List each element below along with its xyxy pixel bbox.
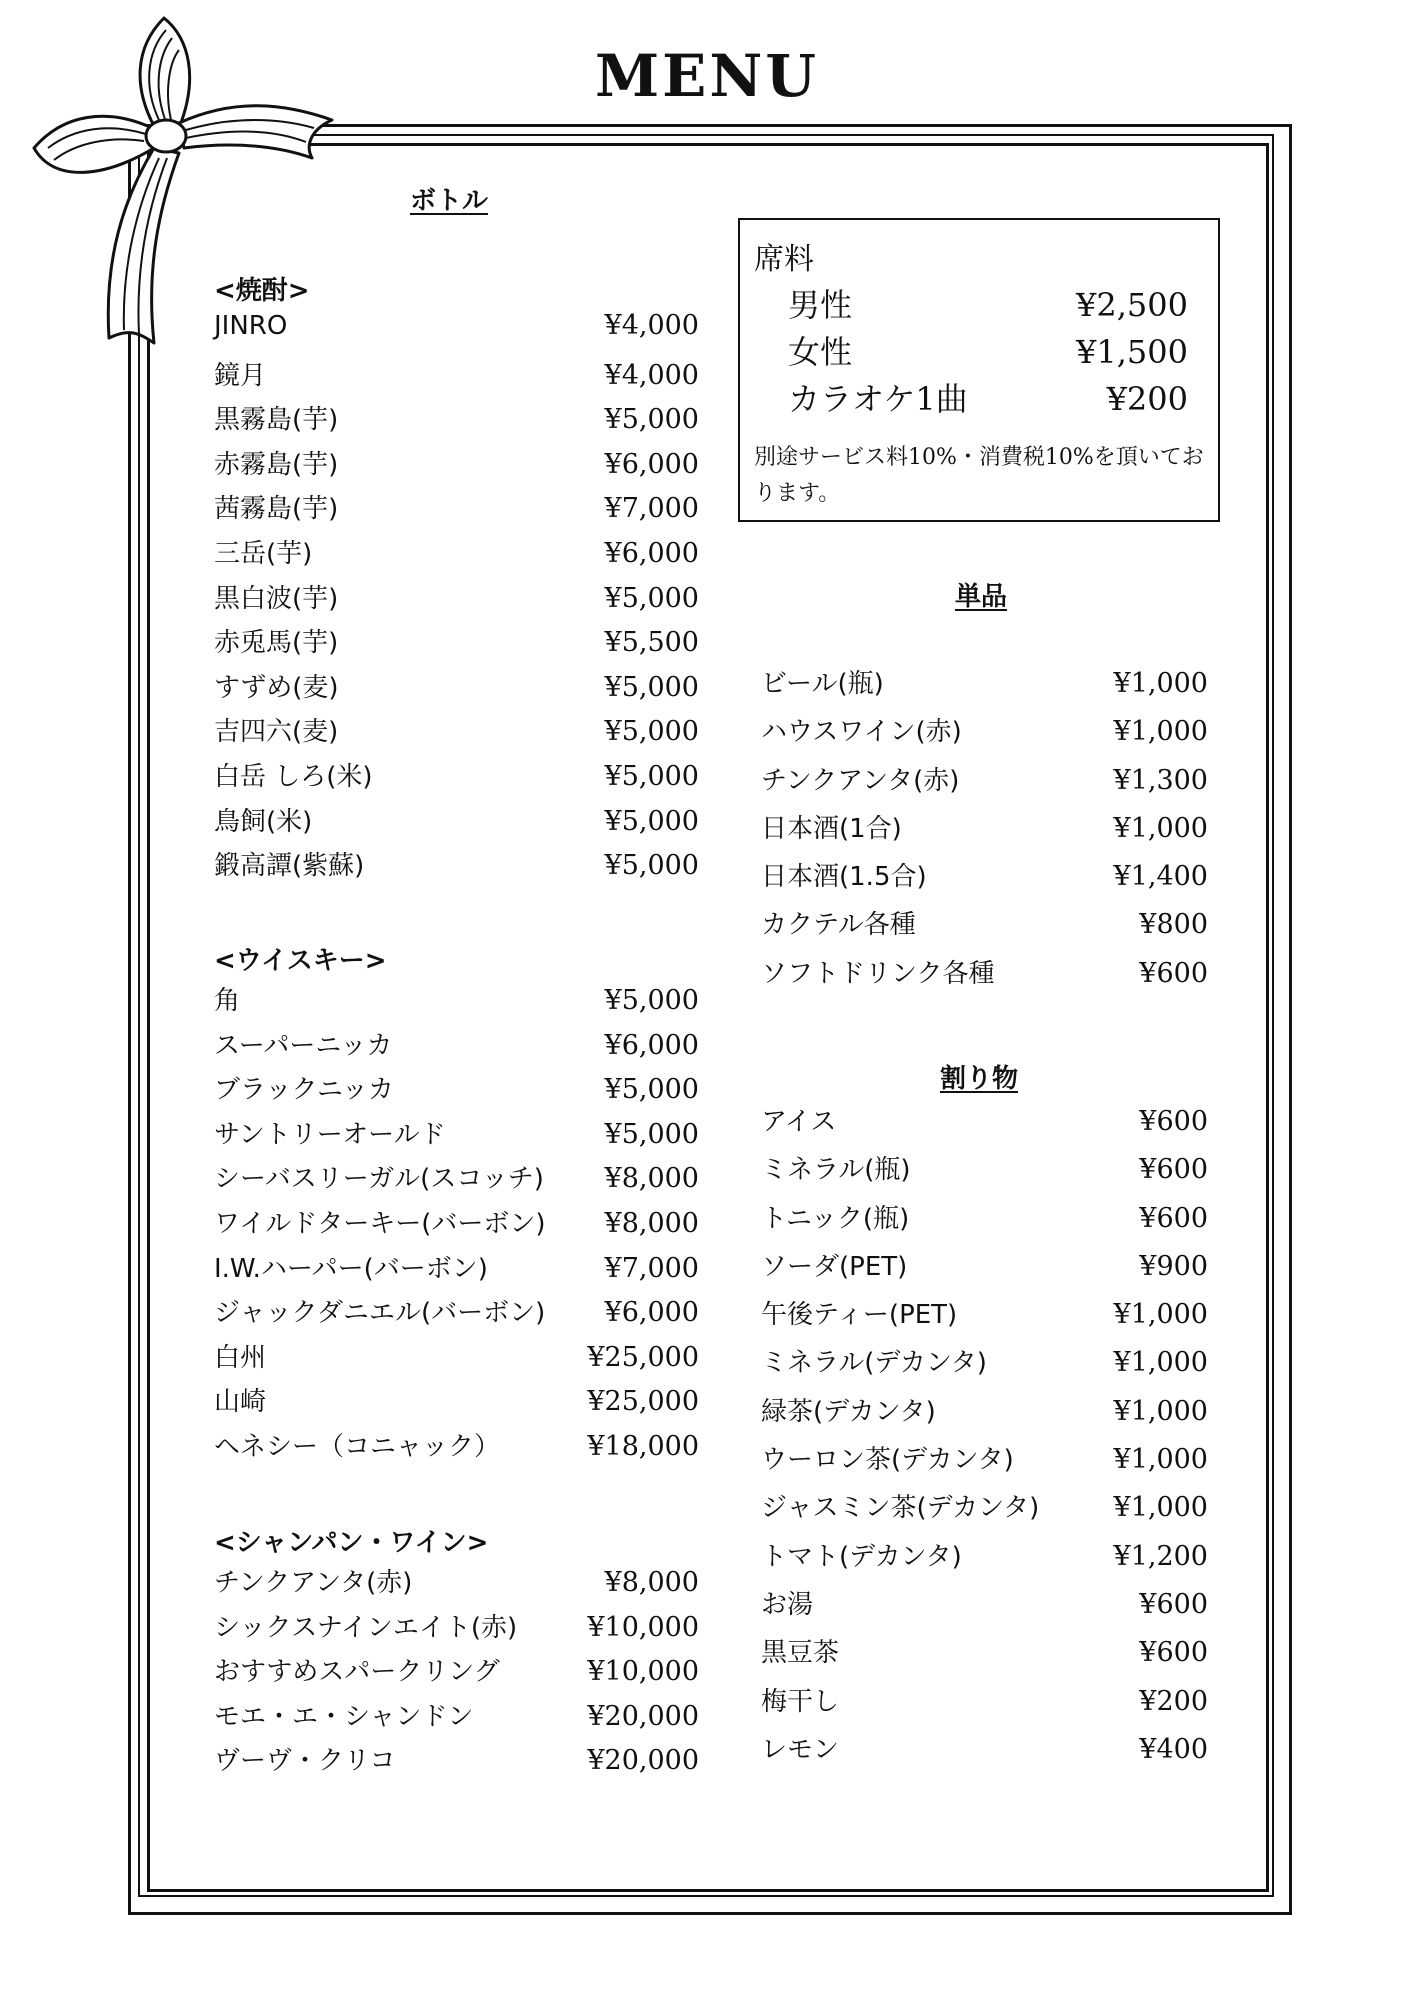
- service-charge-note: 別途サービス料10%・消費税10%を頂いております。: [754, 445, 1204, 506]
- champagne-heading: <シャンパン・ワイン>: [214, 1528, 489, 1558]
- menu-item-price: ¥600: [1139, 1106, 1208, 1137]
- menu-item-name: 日本酒(1.5合): [761, 862, 927, 893]
- menu-item-name: 角: [214, 986, 241, 1016]
- menu-item-name: 午後ティー(PET): [761, 1300, 958, 1331]
- menu-item: [761, 1391, 1208, 1439]
- menu-item-name: ミネラル(瓶): [761, 1155, 911, 1186]
- menu-item: [761, 1584, 1208, 1632]
- seat-charge-heading: 席料: [754, 242, 814, 277]
- menu-item: [214, 1426, 699, 1471]
- menu-item-price: ¥400: [1139, 1733, 1208, 1765]
- menu-item: [214, 1337, 699, 1382]
- menu-item-name: 白岳 しろ(米): [214, 761, 373, 792]
- menu-item-price: ¥600: [1139, 1588, 1208, 1620]
- menu-item-price: ¥600: [1139, 957, 1208, 989]
- menu-item-price: ¥6,000: [604, 1297, 699, 1329]
- menu-item: [214, 756, 699, 801]
- menu-item-price: ¥1,000: [1113, 716, 1208, 748]
- menu-item: [761, 856, 1208, 904]
- menu-item-name: 梅干し: [761, 1686, 840, 1717]
- shochu-heading: <焼酎>: [214, 276, 310, 306]
- menu-item: [761, 1342, 1208, 1390]
- menu-item: [214, 1607, 699, 1652]
- menu-item: [761, 1681, 1208, 1729]
- menu-item-price: ¥5,000: [604, 760, 699, 792]
- menu-item-name: ソーダ(PET): [761, 1251, 908, 1282]
- menu-item-price: ¥5,000: [604, 582, 699, 614]
- menu-item: [761, 1294, 1208, 1342]
- menu-item-price: ¥200: [1106, 380, 1188, 418]
- menu-item-price: ¥5,000: [604, 1118, 699, 1150]
- menu-item-price: ¥900: [1139, 1250, 1208, 1282]
- menu-item-name: カクテル各種: [761, 910, 916, 941]
- menu-item-price: ¥1,000: [1113, 1444, 1208, 1476]
- menu-item: [214, 355, 699, 400]
- menu-item-price: ¥1,000: [1113, 668, 1208, 699]
- menu-item: [214, 1158, 699, 1203]
- menu-item-price: ¥25,000: [587, 1386, 699, 1418]
- menu-item-price: ¥5,000: [604, 1074, 699, 1106]
- menu-item-price: ¥6,000: [604, 448, 699, 480]
- menu-item-price: ¥6,000: [604, 1029, 699, 1061]
- menu-item: [214, 980, 699, 1025]
- menu-item: [214, 1292, 699, 1337]
- menu-item-name: I.W.ハーパー(バーボン): [214, 1253, 488, 1284]
- menu-item-name: ビール(瓶): [761, 669, 884, 699]
- menu-item-name: シックスナインエイト(赤): [214, 1612, 518, 1643]
- menu-item: [761, 711, 1208, 759]
- shochu-list: [214, 310, 699, 890]
- menu-item-name: ウーロン茶(デカンタ): [761, 1445, 1014, 1476]
- mixers-heading: 割り物: [940, 1064, 1019, 1094]
- menu-item-name: 鏡月: [214, 360, 267, 391]
- menu-item-name: ソフトドリンク各種: [761, 958, 995, 989]
- menu-item: [761, 1487, 1208, 1535]
- menu-item-name: お湯: [761, 1589, 814, 1620]
- menu-item: [214, 1114, 699, 1159]
- menu-item-price: ¥800: [1139, 909, 1208, 941]
- menu-item-name: すずめ(麦): [214, 672, 339, 703]
- menu-item: [214, 310, 699, 355]
- menu-item: [214, 1381, 699, 1426]
- menu-item: [214, 578, 699, 623]
- bottle-heading: ボトル: [410, 186, 489, 216]
- menu-item-name: アイス: [761, 1107, 837, 1137]
- champagne-list: [214, 1562, 699, 1785]
- menu-item: [761, 1246, 1208, 1294]
- menu-item-price: ¥7,000: [604, 1252, 699, 1284]
- menu-item-price: ¥5,000: [604, 985, 699, 1016]
- menu-item: [214, 444, 699, 489]
- menu-item-name: ヘネシー（コニャック）: [214, 1431, 501, 1462]
- menu-item-price: ¥600: [1139, 1202, 1208, 1234]
- seat-charge-box: [738, 218, 1220, 522]
- menu-item-price: ¥10,000: [587, 1656, 699, 1688]
- menu-item-name: 緑茶(デカンタ): [761, 1396, 936, 1427]
- menu-item-name: 黒豆茶: [761, 1638, 840, 1669]
- menu-item-price: ¥5,500: [604, 627, 699, 659]
- menu-item-name: サントリーオールド: [214, 1119, 446, 1150]
- menu-item: [214, 1203, 699, 1248]
- menu-item: [214, 1562, 699, 1607]
- menu-item-name: ブラックニッカ: [214, 1075, 394, 1106]
- menu-item-price: ¥1,000: [1113, 1492, 1208, 1524]
- menu-item-price: ¥2,500: [1076, 286, 1188, 324]
- menu-item: [761, 760, 1208, 808]
- menu-item: [214, 845, 699, 890]
- menu-item-price: ¥8,000: [604, 1207, 699, 1239]
- menu-item-price: ¥20,000: [587, 1700, 699, 1732]
- menu-item: [761, 904, 1208, 952]
- menu-item-name: モエ・エ・シャンドン: [214, 1701, 474, 1732]
- menu-item-price: ¥4,000: [604, 310, 699, 341]
- menu-item: [761, 1198, 1208, 1246]
- menu-item-price: ¥18,000: [587, 1430, 699, 1462]
- menu-item-price: ¥200: [1139, 1685, 1208, 1717]
- menu-item-price: ¥600: [1139, 1154, 1208, 1186]
- menu-item: [761, 1729, 1208, 1777]
- single-heading: 単品: [955, 582, 1008, 612]
- menu-item-name: 白州: [214, 1342, 267, 1373]
- menu-item: [214, 667, 699, 712]
- menu-item-name: カラオケ1曲: [788, 380, 968, 418]
- menu-item-price: ¥1,200: [1113, 1540, 1208, 1572]
- menu-item-name: チンクアンタ(赤): [214, 1568, 413, 1598]
- menu-item-name: 鍛高譚(紫蘇): [214, 851, 365, 882]
- menu-item-name: ミネラル(デカンタ): [761, 1348, 987, 1379]
- menu-item-price: ¥6,000: [604, 537, 699, 569]
- menu-item: [214, 1069, 699, 1114]
- menu-item-name: JINRO: [214, 311, 288, 341]
- menu-item-price: ¥1,000: [1113, 812, 1208, 844]
- menu-item: [761, 808, 1208, 856]
- menu-item: [761, 1149, 1208, 1197]
- menu-item: [788, 374, 1188, 421]
- menu-item-name: 黒白波(芋): [214, 583, 339, 614]
- menu-item-price: ¥5,000: [604, 805, 699, 837]
- menu-item-price: ¥5,000: [604, 404, 699, 436]
- menu-item-name: トマト(デカンタ): [761, 1541, 962, 1572]
- menu-item-name: ジャスミン茶(デカンタ): [761, 1493, 1040, 1524]
- menu-item: [214, 1248, 699, 1293]
- menu-item-name: ハウスワイン(赤): [761, 717, 962, 748]
- menu-item-name: 女性: [788, 333, 853, 371]
- menu-item-price: ¥1,000: [1113, 1299, 1208, 1331]
- menu-item: [761, 1439, 1208, 1487]
- menu-item-name: ジャックダニエル(バーボン): [214, 1298, 546, 1329]
- menu-item-price: ¥5,000: [604, 716, 699, 748]
- menu-item-price: ¥10,000: [587, 1611, 699, 1643]
- menu-item-name: おすすめスパークリング: [214, 1657, 500, 1688]
- menu-item-name: 男性: [788, 286, 853, 324]
- menu-item-price: ¥1,300: [1113, 764, 1208, 796]
- menu-item: [788, 280, 1188, 327]
- menu-item: [761, 663, 1208, 711]
- whisky-list: [214, 980, 699, 1471]
- menu-item-price: ¥5,000: [604, 850, 699, 882]
- menu-item-name: チンクアンタ(赤): [761, 765, 960, 796]
- menu-item-price: ¥1,500: [1076, 333, 1188, 371]
- menu-item-name: 吉四六(麦): [214, 717, 339, 748]
- menu-item: [761, 1632, 1208, 1680]
- menu-item-name: ヴーヴ・クリコ: [214, 1746, 396, 1777]
- menu-item-name: 三岳(芋): [214, 538, 313, 569]
- mixers-list: [761, 1101, 1208, 1777]
- menu-item: [214, 1651, 699, 1696]
- menu-item-name: トニック(瓶): [761, 1203, 910, 1234]
- menu-item-name: 鳥飼(米): [214, 806, 313, 837]
- single-list: [761, 663, 1208, 1001]
- menu-item-price: ¥8,000: [604, 1567, 699, 1598]
- menu-item-name: シーバスリーガル(スコッチ): [214, 1164, 544, 1195]
- menu-item-name: 赤霧島(芋): [214, 449, 339, 480]
- menu-item-price: ¥600: [1139, 1637, 1208, 1669]
- menu-item-name: ワイルドターキー(バーボン): [214, 1208, 546, 1239]
- menu-item-price: ¥4,000: [604, 359, 699, 391]
- menu-item-price: ¥8,000: [604, 1163, 699, 1195]
- menu-item: [214, 801, 699, 846]
- menu-item: [214, 1025, 699, 1070]
- page-title: MENU: [594, 42, 819, 110]
- menu-item-name: レモン: [761, 1734, 840, 1765]
- menu-item: [761, 1101, 1208, 1149]
- menu-item-price: ¥1,400: [1113, 861, 1208, 893]
- menu-item-price: ¥7,000: [604, 493, 699, 525]
- menu-item: [788, 327, 1188, 374]
- menu-item-price: ¥20,000: [587, 1745, 699, 1777]
- menu-item: [761, 953, 1208, 1001]
- menu-item-price: ¥5,000: [604, 671, 699, 703]
- whisky-heading: <ウイスキー>: [214, 946, 387, 976]
- menu-item-name: 赤兎馬(芋): [214, 628, 339, 659]
- menu-item-price: ¥1,000: [1113, 1347, 1208, 1379]
- menu-item-name: 日本酒(1合): [761, 813, 902, 844]
- menu-item-price: ¥25,000: [587, 1341, 699, 1373]
- menu-item: [761, 1536, 1208, 1584]
- menu-item: [214, 622, 699, 667]
- menu-item: [214, 711, 699, 756]
- menu-item-name: 黒霧島(芋): [214, 405, 339, 436]
- menu-item-name: 山崎: [214, 1387, 267, 1418]
- menu-item: [214, 533, 699, 578]
- seat-charge-list: [788, 280, 1188, 421]
- menu-item: [214, 1740, 699, 1785]
- menu-item: [214, 399, 699, 444]
- menu-item-name: スーパーニッカ: [214, 1030, 393, 1061]
- menu-item-price: ¥1,000: [1113, 1395, 1208, 1427]
- menu-item-name: 茜霧島(芋): [214, 494, 339, 525]
- menu-item: [214, 488, 699, 533]
- menu-item: [214, 1696, 699, 1741]
